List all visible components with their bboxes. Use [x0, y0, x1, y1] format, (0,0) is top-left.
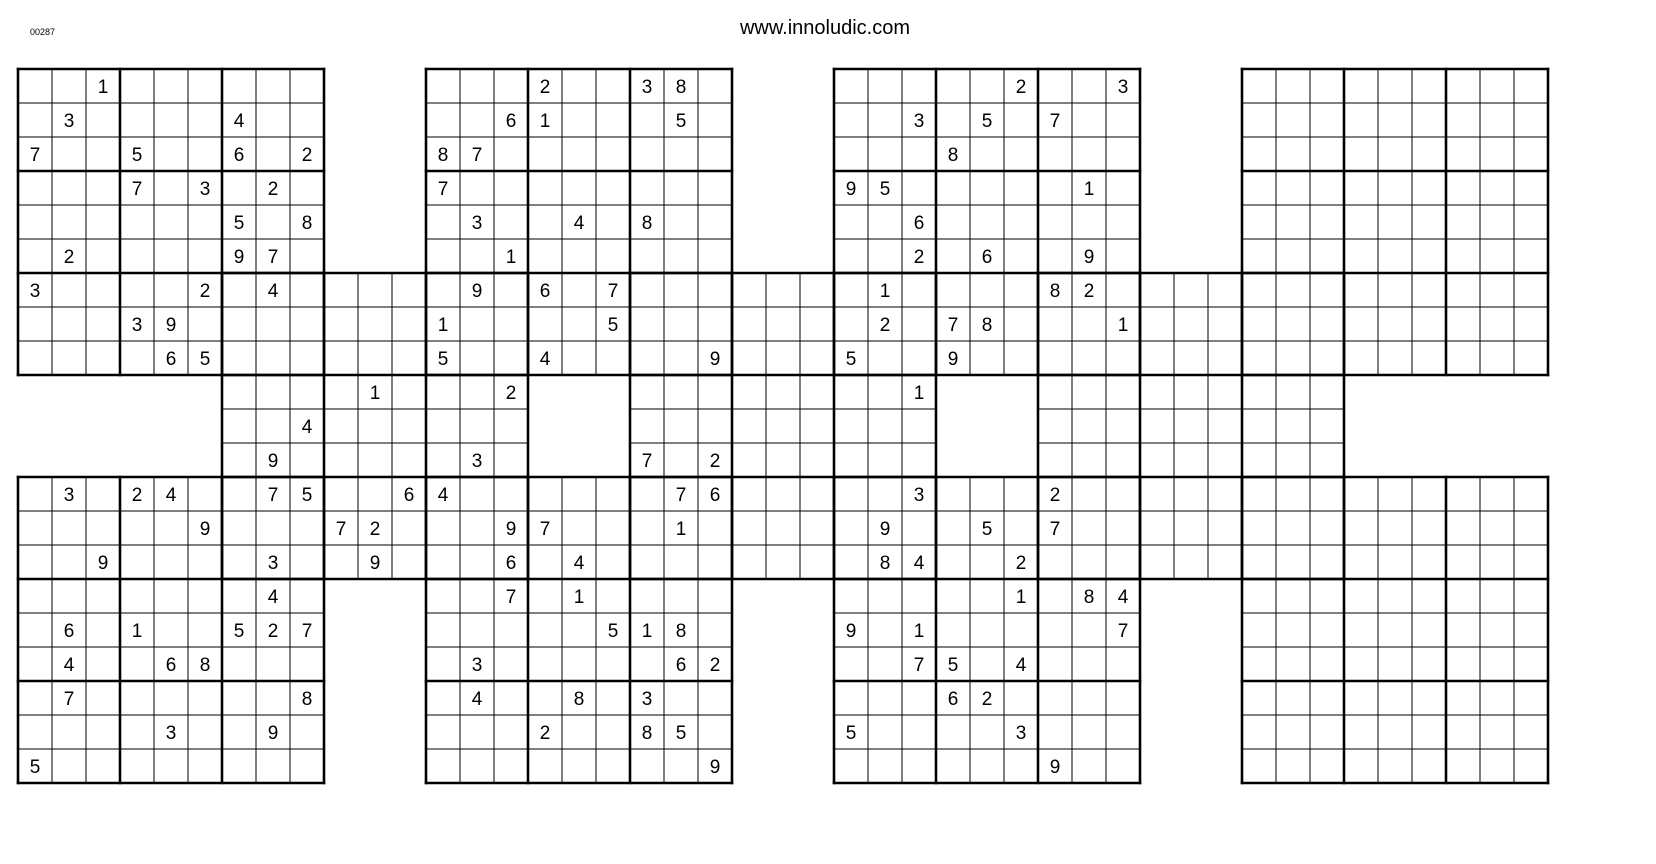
clue-digit: 1 [1015, 587, 1027, 608]
clue-digit: 2 [1083, 281, 1095, 302]
clue-digit: 2 [709, 655, 721, 676]
clue-digit: 7 [1049, 111, 1061, 132]
clue-digit: 3 [1117, 77, 1129, 98]
clue-digit: 3 [29, 281, 41, 302]
clue-digit: 2 [709, 451, 721, 472]
clue-digit: 1 [675, 519, 687, 540]
site-url: www.innoludic.com [739, 17, 911, 39]
clue-digit: 4 [301, 417, 313, 438]
clue-digit: 4 [573, 553, 585, 574]
clue-digit: 4 [233, 111, 245, 132]
clue-digit: 3 [471, 213, 483, 234]
clue-digit: 7 [641, 451, 653, 472]
clue-digit: 4 [471, 689, 483, 710]
clue-digit: 9 [471, 281, 483, 302]
clue-digit: 1 [97, 77, 109, 98]
clue-digit: 9 [165, 315, 177, 336]
clue-digit: 4 [1117, 587, 1129, 608]
clue-digit: 5 [845, 723, 857, 744]
clue-digit: 5 [607, 621, 619, 642]
clue-digit: 5 [607, 315, 619, 336]
clue-digit: 7 [1117, 621, 1129, 642]
clue-digit: 5 [675, 111, 687, 132]
clue-digit: 4 [63, 655, 75, 676]
clue-digit: 7 [335, 519, 347, 540]
clue-digit: 9 [1049, 757, 1061, 778]
clue-digit: 3 [165, 723, 177, 744]
clue-digit: 9 [199, 519, 211, 540]
clue-digit: 2 [1015, 553, 1027, 574]
clue-digit: 7 [1049, 519, 1061, 540]
clue-digit: 5 [845, 349, 857, 370]
clue-digit: 4 [573, 213, 585, 234]
clue-digit: 5 [675, 723, 687, 744]
clue-digit: 4 [267, 587, 279, 608]
clue-digit: 9 [879, 519, 891, 540]
clue-digit: 2 [369, 519, 381, 540]
clue-digit: 7 [301, 621, 313, 642]
clue-digit: 1 [641, 621, 653, 642]
clue-digit: 1 [1083, 179, 1095, 200]
clue-digit: 6 [63, 621, 75, 642]
clue-digit: 8 [879, 553, 891, 574]
clue-digit: 7 [539, 519, 551, 540]
clue-digit: 3 [267, 553, 279, 574]
clue-digit: 6 [981, 247, 993, 268]
clue-digit: 8 [199, 655, 211, 676]
clue-digit: 6 [165, 655, 177, 676]
clue-digit: 3 [131, 315, 143, 336]
clue-digit: 1 [1117, 315, 1129, 336]
clue-digit: 1 [539, 111, 551, 132]
clue-digit: 1 [913, 383, 925, 404]
clue-digit: 6 [165, 349, 177, 370]
clue-digit: 3 [913, 485, 925, 506]
clue-digit: 2 [539, 77, 551, 98]
clue-digit: 5 [233, 621, 245, 642]
clue-digit: 8 [301, 689, 313, 710]
clue-digit: 3 [641, 689, 653, 710]
clue-digit: 2 [981, 689, 993, 710]
clue-digit: 9 [97, 553, 109, 574]
clue-digit: 1 [505, 247, 517, 268]
clue-digit: 9 [233, 247, 245, 268]
clue-digit: 7 [437, 179, 449, 200]
clue-digit: 9 [845, 179, 857, 200]
clue-digit: 9 [267, 723, 279, 744]
clue-digit: 2 [301, 145, 313, 166]
clue-digit: 5 [199, 349, 211, 370]
clue-layer [30, 77, 1129, 778]
clue-digit: 8 [437, 145, 449, 166]
clue-digit: 2 [913, 247, 925, 268]
clue-digit: 9 [709, 757, 721, 778]
clue-digit: 3 [199, 179, 211, 200]
clue-digit: 8 [1049, 281, 1061, 302]
clue-digit: 7 [675, 485, 687, 506]
clue-digit: 9 [369, 553, 381, 574]
clue-digit: 5 [29, 757, 41, 778]
clue-digit: 8 [641, 213, 653, 234]
clue-digit: 2 [539, 723, 551, 744]
clue-digit: 4 [539, 349, 551, 370]
clue-digit: 1 [437, 315, 449, 336]
clue-digit: 6 [403, 485, 415, 506]
clue-digit: 5 [981, 111, 993, 132]
clue-digit: 4 [267, 281, 279, 302]
grid-thick-lines [18, 69, 1548, 783]
clue-digit: 2 [1015, 77, 1027, 98]
clue-digit: 8 [641, 723, 653, 744]
clue-digit: 5 [233, 213, 245, 234]
clue-digit: 3 [641, 77, 653, 98]
clue-digit: 6 [233, 145, 245, 166]
clue-digit: 9 [947, 349, 959, 370]
clue-digit: 2 [879, 315, 891, 336]
clue-digit: 9 [845, 621, 857, 642]
clue-digit: 2 [199, 281, 211, 302]
clue-digit: 7 [63, 689, 75, 710]
clue-digit: 1 [913, 621, 925, 642]
clue-digit: 8 [1083, 587, 1095, 608]
clue-digit: 1 [573, 587, 585, 608]
clue-digit: 8 [675, 621, 687, 642]
clue-digit: 7 [471, 145, 483, 166]
clue-digit: 6 [709, 485, 721, 506]
clue-digit: 7 [607, 281, 619, 302]
clue-digit: 2 [63, 247, 75, 268]
clue-digit: 2 [267, 621, 279, 642]
clue-digit: 9 [505, 519, 517, 540]
clue-digit: 5 [437, 349, 449, 370]
clue-digit: 9 [1083, 247, 1095, 268]
clue-digit: 4 [437, 485, 449, 506]
clue-digit: 1 [131, 621, 143, 642]
clue-digit: 6 [505, 553, 517, 574]
clue-digit: 9 [709, 349, 721, 370]
clue-digit: 3 [471, 451, 483, 472]
clue-digit: 7 [505, 587, 517, 608]
clue-digit: 3 [913, 111, 925, 132]
clue-digit: 4 [913, 553, 925, 574]
clue-digit: 7 [131, 179, 143, 200]
clue-digit: 3 [1015, 723, 1027, 744]
clue-digit: 8 [947, 145, 959, 166]
grid-thin-lines [18, 69, 1548, 783]
clue-digit: 3 [471, 655, 483, 676]
clue-digit: 4 [1015, 655, 1027, 676]
clue-digit: 7 [29, 145, 41, 166]
puzzle-id: 00287 [30, 27, 56, 37]
clue-digit: 7 [267, 485, 279, 506]
clue-digit: 8 [981, 315, 993, 336]
clue-digit: 7 [947, 315, 959, 336]
clue-digit: 8 [573, 689, 585, 710]
clue-digit: 9 [267, 451, 279, 472]
clue-digit: 6 [539, 281, 551, 302]
clue-digit: 4 [165, 485, 177, 506]
clue-digit: 2 [505, 383, 517, 404]
clue-digit: 2 [131, 485, 143, 506]
clue-digit: 7 [267, 247, 279, 268]
clue-digit: 3 [63, 111, 75, 132]
clue-digit: 5 [981, 519, 993, 540]
clue-digit: 6 [913, 213, 925, 234]
clue-digit: 6 [505, 111, 517, 132]
clue-digit: 3 [63, 485, 75, 506]
clue-digit: 7 [913, 655, 925, 676]
clue-digit: 6 [947, 689, 959, 710]
clue-digit: 2 [267, 179, 279, 200]
clue-digit: 1 [879, 281, 891, 302]
clue-digit: 1 [369, 383, 381, 404]
clue-digit: 8 [301, 213, 313, 234]
clue-digit: 6 [675, 655, 687, 676]
clue-digit: 5 [301, 485, 313, 506]
clue-digit: 2 [1049, 485, 1061, 506]
clue-digit: 5 [879, 179, 891, 200]
clue-digit: 5 [947, 655, 959, 676]
clue-digit: 8 [675, 77, 687, 98]
clue-digit: 5 [131, 145, 143, 166]
